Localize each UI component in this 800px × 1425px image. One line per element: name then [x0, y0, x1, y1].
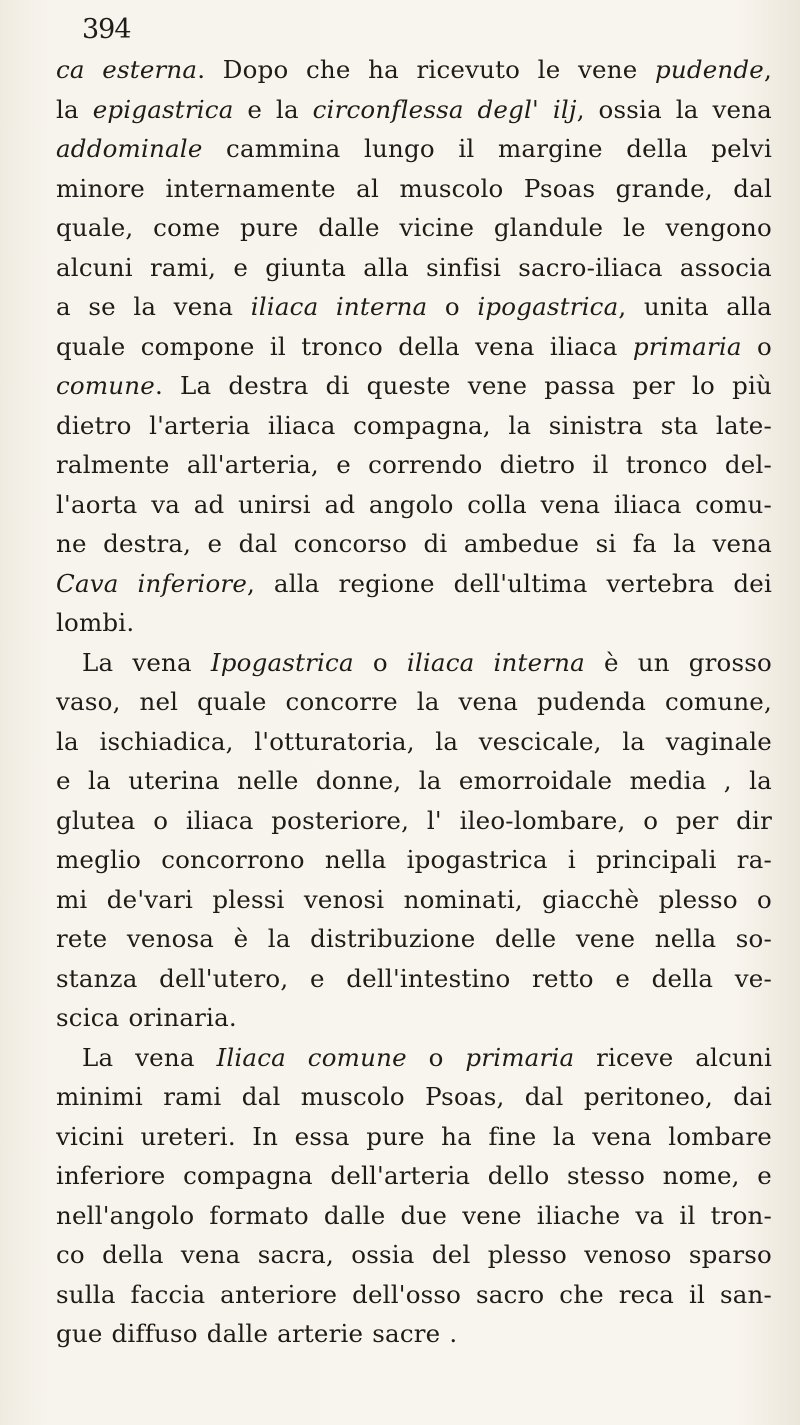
text-run: ne destra, e dal concorso di ambedue si fa la vena: [56, 529, 772, 558]
italic-term: primaria: [632, 331, 742, 361]
text-run: glutea o iliaca posteriore, l' ileo-lombare, o per dir: [56, 805, 772, 835]
italic-term: iliaca interna: [406, 647, 585, 677]
text-run: o: [353, 647, 407, 677]
text-run: La vena: [82, 647, 211, 677]
text-run: , unita alla: [618, 292, 772, 321]
text-run: la ischiadica, l'otturatoria, la vescicale, la vaginale: [56, 726, 772, 756]
text-run: La vena: [82, 1042, 217, 1072]
text-line: [56, 287, 772, 327]
text-line: [56, 1156, 772, 1196]
text-line: [56, 129, 772, 169]
text-line: [56, 959, 772, 999]
text-line: [56, 1038, 772, 1078]
text-run: , ossia la vena: [576, 94, 772, 124]
text-run: . La destra di queste vene passa per lo più: [154, 371, 772, 400]
text-run: minimi rami dal muscolo Psoas, dal peritoneo, dai: [56, 1082, 772, 1111]
text-line: [56, 682, 772, 722]
italic-term: iliaca interna: [250, 292, 428, 321]
text-line: [56, 208, 772, 248]
text-run: e la: [233, 94, 313, 124]
text-run: è un grosso: [584, 647, 772, 677]
text-run: o: [427, 292, 478, 321]
text-run: inferiore compagna dell'arteria dello stesso nome, e: [56, 1161, 772, 1190]
italic-term: comune: [56, 371, 155, 400]
text-line: [56, 919, 772, 959]
text-run: ,: [764, 55, 772, 84]
italic-term: circonflessa degl' ilj: [312, 94, 577, 124]
text-line: [56, 50, 772, 90]
text-run: e la uterina nelle donne, la emorroidale media , la: [56, 766, 772, 795]
text-line: [56, 406, 772, 446]
italic-term: Cava inferiore: [56, 568, 248, 598]
text-line: [56, 1314, 772, 1354]
text-run: sulla faccia anteriore dell'osso sacro che reca il san-: [56, 1279, 772, 1309]
text-run: co della vena sacra, ossia del plesso venoso sparso: [56, 1240, 772, 1269]
text-line: [56, 169, 772, 209]
text-line: [56, 485, 772, 525]
text-run: quale compone il tronco della vena iliaca: [56, 331, 633, 361]
text-line: [56, 445, 772, 485]
text-line: [56, 722, 772, 762]
text-run: alcuni rami, e giunta alla sinfisi sacro-iliaca associa: [56, 252, 772, 282]
text-line: [56, 1117, 772, 1157]
text-line: [56, 564, 772, 604]
text-run: nell'angolo formato dalle due vene iliache va il tron-: [56, 1200, 772, 1230]
italic-term: ca esterna: [56, 55, 198, 84]
text-run: scica orinaria.: [56, 1003, 237, 1032]
text-line: [56, 327, 772, 367]
text-run: vicini ureteri. In essa pure ha fine la vena lombare: [56, 1121, 772, 1151]
text-line: [56, 1077, 772, 1117]
text-run: vaso, nel quale concorre la vena pudenda comune,: [56, 687, 772, 716]
text-run: a se la vena: [56, 292, 251, 321]
text-run: o: [741, 331, 772, 361]
italic-term: addominale: [56, 134, 203, 163]
text-line: [56, 761, 772, 801]
text-line: [56, 998, 772, 1038]
italic-term: Ipogastrica: [210, 647, 354, 677]
italic-term: Iliaca comune: [216, 1042, 407, 1072]
text-line: [56, 1196, 772, 1236]
text-run: , alla regione dell'ultima vertebra dei: [247, 568, 772, 598]
italic-term: primaria: [465, 1042, 575, 1072]
text-run: ralmente all'arteria, e correndo dietro il tronco del-: [56, 450, 772, 479]
text-run: minore internamente al muscolo Psoas grande, dal: [56, 173, 772, 203]
text-line: [56, 248, 772, 288]
text-line: [56, 1235, 772, 1275]
text-run: meglio concorrono nella ipogastrica i principali ra-: [56, 845, 772, 874]
italic-term: epigastrica: [92, 94, 234, 124]
text-run: dietro l'arteria iliaca compagna, la sinistra sta late-: [56, 410, 772, 440]
paragraph: [56, 50, 770, 643]
text-run: quale, come pure dalle vicine glandule le vengono: [56, 213, 772, 242]
paragraph: [56, 1038, 770, 1354]
page-number: 394: [82, 14, 131, 45]
text-run: la: [56, 94, 93, 124]
text-line: [56, 90, 772, 130]
text-run: lombi.: [56, 608, 135, 637]
text-line: [56, 366, 772, 406]
text-run: l'aorta va ad unirsi ad angolo colla vena iliaca comu-: [56, 489, 772, 519]
text-line: [56, 643, 772, 683]
text-run: . Dopo che ha ricevuto le vene: [197, 55, 655, 84]
text-line: [56, 801, 772, 841]
text-run: riceve alcuni: [574, 1042, 772, 1072]
page-text: [56, 50, 770, 1354]
paragraph: [56, 643, 770, 1038]
text-line: [56, 1275, 772, 1315]
text-line: [56, 840, 772, 880]
text-run: cammina lungo il margine della pelvi: [202, 134, 772, 163]
text-line: [56, 880, 772, 920]
italic-term: ipogastrica: [477, 292, 619, 321]
text-run: mi de'vari plessi venosi nominati, giacchè plesso o: [56, 884, 772, 914]
italic-term: pudende: [654, 55, 764, 84]
text-run: stanza dell'utero, e dell'intestino retto e della ve-: [56, 963, 772, 993]
text-run: rete venosa è la distribuzione delle vene nella so-: [56, 924, 772, 953]
text-run: o: [406, 1042, 466, 1072]
text-line: [56, 524, 772, 564]
text-run: gue diffuso dalle arterie sacre .: [56, 1319, 458, 1348]
text-line: [56, 603, 772, 643]
